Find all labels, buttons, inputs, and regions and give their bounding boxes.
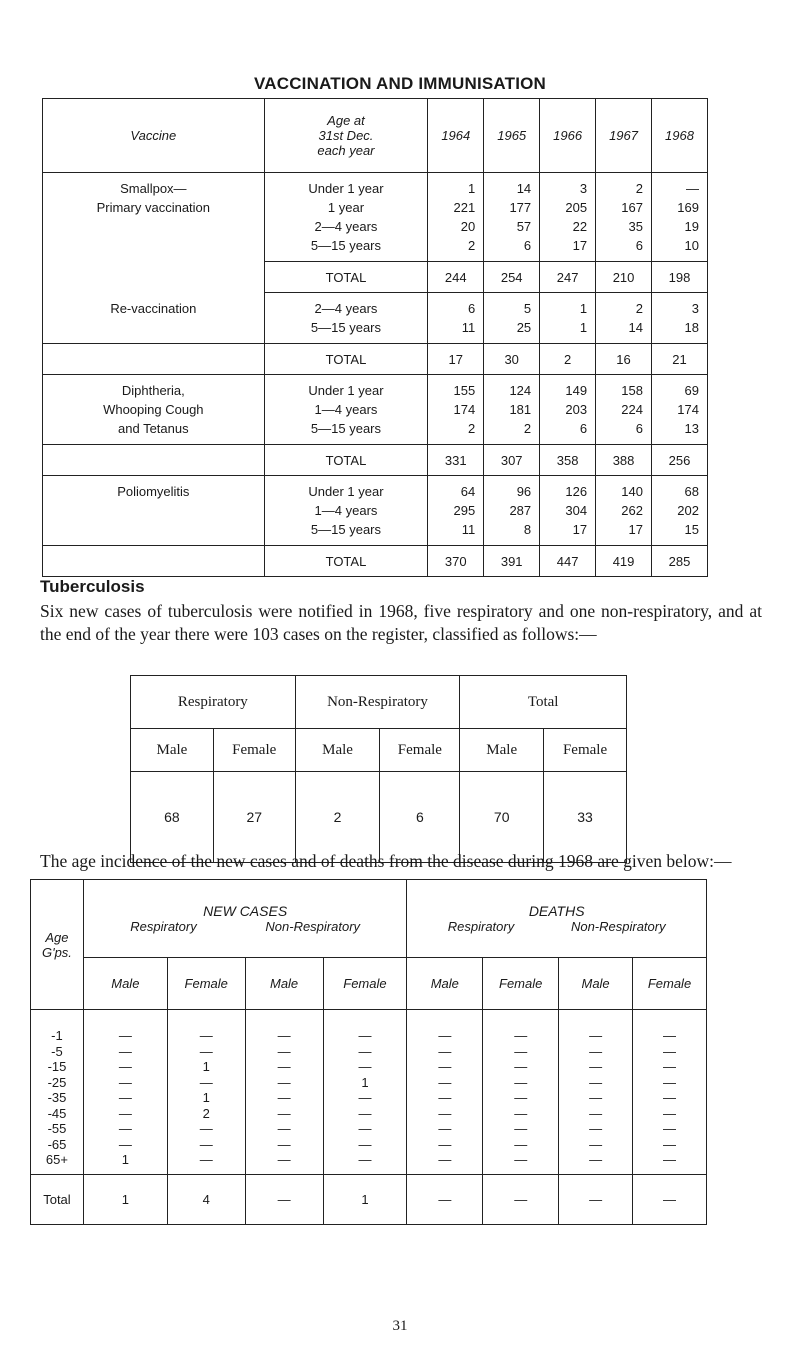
- total-value: 4: [167, 1174, 245, 1224]
- total-value: 2: [540, 344, 596, 375]
- incidence-column: — — — — — — — — —: [245, 1010, 323, 1175]
- vaccine-label: Smallpox— Primary vaccination: [43, 173, 265, 262]
- blank-cell: [43, 344, 265, 375]
- total-label: TOTAL: [264, 262, 428, 293]
- case-count: 27: [213, 772, 295, 863]
- sex-header: Female: [544, 729, 627, 772]
- year-header: 1968: [652, 99, 708, 173]
- sex-header: Male: [131, 729, 214, 772]
- sex-header: Male: [295, 729, 380, 772]
- age-group-cell: 2—4 years 5—15 years: [264, 293, 428, 344]
- total-value: 30: [484, 344, 540, 375]
- blank-cell: [43, 546, 265, 577]
- vaccine-group-row: [43, 173, 708, 262]
- group-header: Respiratory: [131, 676, 296, 729]
- incidence-column: — — 1 — 1 2 — — —: [167, 1010, 245, 1175]
- year-values-cell: 96 287 8: [484, 476, 540, 546]
- total-value: 198: [652, 262, 708, 293]
- sex-header: Female: [380, 729, 460, 772]
- case-count: 6: [380, 772, 460, 863]
- age-group-cell: Under 1 year 1—4 years 5—15 years: [264, 476, 428, 546]
- age-incidence-table: [30, 879, 707, 1225]
- total-value: —: [559, 1174, 633, 1224]
- incidence-column: — — — — — — — — —: [407, 1010, 483, 1175]
- tuberculosis-register-table: [130, 675, 627, 863]
- page-number: 31: [392, 1318, 408, 1334]
- year-values-cell: 2 14: [596, 293, 652, 344]
- total-value: —: [483, 1174, 559, 1224]
- year-values-cell: 69 174 13: [652, 375, 708, 445]
- year-values-cell: 155 174 2: [428, 375, 484, 445]
- year-values-cell: 64 295 11: [428, 476, 484, 546]
- total-row: [43, 262, 708, 293]
- vaccination-table: [42, 98, 708, 577]
- year-values-cell: 158 224 6: [596, 375, 652, 445]
- blank-cell: [43, 262, 265, 293]
- year-values-cell: 6 11: [428, 293, 484, 344]
- total-value: 391: [484, 546, 540, 577]
- total-row: [43, 546, 708, 577]
- incidence-column: — — — — — — — — —: [483, 1010, 559, 1175]
- total-value: 17: [428, 344, 484, 375]
- deaths-header: DEATHS Respiratory Non-Respiratory: [407, 880, 707, 958]
- year-values-cell: 124 181 2: [484, 375, 540, 445]
- incidence-column: — — — 1 — — — — —: [323, 1010, 407, 1175]
- vaccine-group-row: [43, 375, 708, 445]
- total-value: 370: [428, 546, 484, 577]
- age-header: Age at 31st Dec. each year: [264, 99, 428, 173]
- total-value: 331: [428, 445, 484, 476]
- total-label: Total: [31, 1174, 84, 1224]
- year-values-cell: 68 202 15: [652, 476, 708, 546]
- total-value: 1: [83, 1174, 167, 1224]
- age-groups-header: Age G'ps.: [31, 880, 84, 1010]
- incidence-column: — — — — — — — — —: [633, 1010, 707, 1175]
- vaccine-group-row: [43, 476, 708, 546]
- sex-header: Female: [483, 958, 559, 1010]
- total-value: 16: [596, 344, 652, 375]
- vaccine-label: Re-vaccination: [43, 293, 265, 344]
- total-row: [43, 344, 708, 375]
- case-count: 70: [460, 772, 544, 863]
- vaccine-label: Poliomyelitis: [43, 476, 265, 546]
- total-value: 21: [652, 344, 708, 375]
- total-value: 1: [323, 1174, 407, 1224]
- sex-header: Female: [167, 958, 245, 1010]
- year-header: 1964: [428, 99, 484, 173]
- year-values-cell: — 169 19 10: [652, 173, 708, 262]
- vaccine-group-row: [43, 293, 708, 344]
- year-values-cell: 3 18: [652, 293, 708, 344]
- year-values-cell: 140 262 17: [596, 476, 652, 546]
- total-value: 247: [540, 262, 596, 293]
- total-value: 419: [596, 546, 652, 577]
- case-count: 33: [544, 772, 627, 863]
- year-values-cell: 3 205 22 17: [540, 173, 596, 262]
- sex-header: Male: [559, 958, 633, 1010]
- total-value: —: [407, 1174, 483, 1224]
- group-header: Non-Respiratory: [295, 676, 460, 729]
- age-incidence-paragraph: The age incidence of the new cases and of deaths from the disease during 1968 are given below:—: [40, 851, 732, 871]
- total-value: 388: [596, 445, 652, 476]
- vaccine-label: Diphtheria, Whooping Cough and Tetanus: [43, 375, 265, 445]
- vaccine-header: Vaccine: [43, 99, 265, 173]
- new-cases-header: NEW CASES Respiratory Non-Respiratory: [83, 880, 406, 958]
- incidence-column: — — — — — — — — 1: [83, 1010, 167, 1175]
- year-values-cell: 149 203 6: [540, 375, 596, 445]
- total-value: 254: [484, 262, 540, 293]
- sex-header: Male: [245, 958, 323, 1010]
- sex-header: Female: [633, 958, 707, 1010]
- sex-header: Male: [460, 729, 544, 772]
- total-value: 285: [652, 546, 708, 577]
- page-title: VACCINATION AND IMMUNISATION: [253, 74, 547, 93]
- year-values-cell: 1 1: [540, 293, 596, 344]
- year-values-cell: 14 177 57 6: [484, 173, 540, 262]
- total-value: 256: [652, 445, 708, 476]
- group-header: Total: [460, 676, 627, 729]
- age-group-cell: Under 1 year 1 year 2—4 years 5—15 years: [264, 173, 428, 262]
- year-values-cell: 126 304 17: [540, 476, 596, 546]
- year-values-cell: 2 167 35 6: [596, 173, 652, 262]
- total-value: 307: [484, 445, 540, 476]
- total-value: 447: [540, 546, 596, 577]
- total-value: —: [245, 1174, 323, 1224]
- sex-header: Male: [83, 958, 167, 1010]
- sex-header: Female: [213, 729, 295, 772]
- total-row: [43, 445, 708, 476]
- incidence-column: — — — — — — — — —: [559, 1010, 633, 1175]
- year-values-cell: 1 221 20 2: [428, 173, 484, 262]
- tuberculosis-heading: Tuberculosis: [40, 577, 145, 596]
- total-label: TOTAL: [264, 546, 428, 577]
- tuberculosis-paragraph: Six new cases of tuberculosis were notified in 1968, five respiratory and one non-respiratory, and at the end of the year there were 103 cases on the register, classified as follows:—: [40, 601, 762, 644]
- total-value: 358: [540, 445, 596, 476]
- total-value: 210: [596, 262, 652, 293]
- age-group-cell: Under 1 year 1—4 years 5—15 years: [264, 375, 428, 445]
- year-values-cell: 5 25: [484, 293, 540, 344]
- total-label: TOTAL: [264, 344, 428, 375]
- year-header: 1965: [484, 99, 540, 173]
- total-value: —: [633, 1174, 707, 1224]
- total-value: 244: [428, 262, 484, 293]
- year-header: 1967: [596, 99, 652, 173]
- case-count: 68: [131, 772, 214, 863]
- age-group-column: -1 -5 -15 -25 -35 -45 -55 -65 65+: [31, 1010, 84, 1175]
- blank-cell: [43, 445, 265, 476]
- year-header: 1966: [540, 99, 596, 173]
- sex-header: Male: [407, 958, 483, 1010]
- case-count: 2: [295, 772, 380, 863]
- sex-header: Female: [323, 958, 407, 1010]
- total-label: TOTAL: [264, 445, 428, 476]
